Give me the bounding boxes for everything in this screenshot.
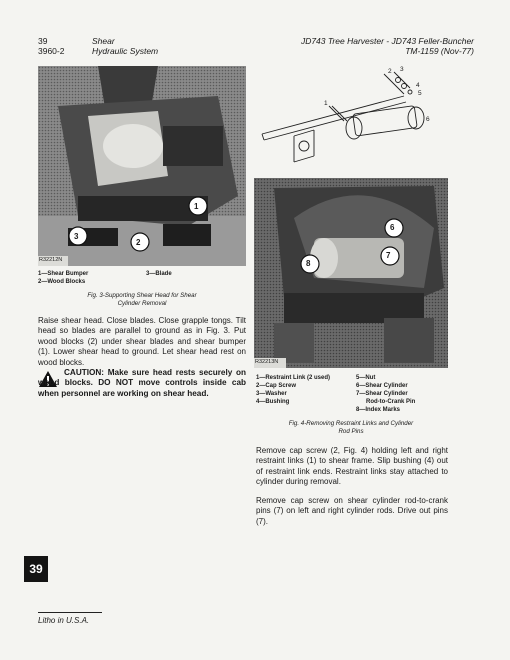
fig4-legend-8: 8—Index Marks [356, 407, 401, 413]
fig4-detail-callout-6: 6 [426, 116, 430, 123]
fig4-callout-6: 6 [390, 223, 395, 232]
fig3-legend-1: 1—Shear Bumper [38, 271, 89, 277]
manual-title: JD743 Tree Harvester - JD743 Feller-Buncher [300, 36, 474, 46]
fig4-legend-7: 7—Shear Cylinder [356, 391, 408, 397]
fig4-legend-5: 5—Nut [356, 375, 376, 381]
fig4-detail-callout-1: 1 [324, 100, 328, 107]
page-number: 39 [38, 36, 48, 46]
fig4-legend-7-cont: Rod-to-Crank Pin [366, 399, 416, 405]
fig4-legend-3: 3—Washer [256, 391, 287, 397]
fig3-photo-code: R32212N [39, 257, 63, 263]
fig4-detail-callout-3: 3 [400, 66, 404, 73]
fig3-callout-1: 1 [194, 202, 199, 211]
figure-4-detail-drawing [254, 66, 450, 178]
paragraph-3: Remove cap screw on shear cylinder rod-to-crank pins (7) on left and right cylinder rods. Drive out pins (7). [256, 496, 448, 526]
fig4-detail-callout-2: 2 [388, 68, 392, 75]
paragraph-2: Remove cap screw (2, Fig. 4) holding left and right restraint links (1) to shear frame. Slip bushing (4) out of restraint link ends. Restraint links stay attached to cylinder during removal. [256, 446, 448, 487]
subtopic: Hydraulic System [92, 46, 159, 56]
figure-3-photo [38, 66, 246, 266]
fig4-legend-2: 2—Cap Screw [256, 383, 297, 389]
side-tab: 39 [24, 556, 48, 582]
fig4-caption-line2: Rod Pins [338, 428, 364, 435]
fig4-callout-8: 8 [306, 259, 311, 268]
fig3-callout-3: 3 [74, 232, 79, 241]
fig3-caption-line1: Fig. 3-Supporting Shear Head for Shear [87, 292, 197, 299]
figure-4-photo [254, 178, 448, 368]
footer-rule [38, 612, 102, 613]
fig3-callout-2: 2 [136, 238, 141, 247]
footer-litho: Litho in U.S.A. [38, 616, 90, 625]
fig4-photo-code: R32213N [255, 359, 279, 365]
caution-text: CAUTION: Make sure head rests securely on wood blocks. DO NOT move controls inside cab when personnel are working on shear head. [38, 368, 246, 398]
fig3-caption-line2: Cylinder Removal [117, 300, 167, 307]
fig4-legend-4: 4—Bushing [256, 399, 290, 405]
fig4-detail-callout-4: 4 [416, 82, 420, 89]
fig4-callout-7: 7 [386, 251, 391, 260]
fig4-detail-callout-5: 5 [418, 90, 422, 97]
fig4-legend-6: 6—Shear Cylinder [356, 383, 408, 389]
fig4-legend-1: 1—Restraint Link (2 used) [256, 375, 331, 381]
manual-code: TM-1159 (Nov-77) [405, 46, 474, 56]
section-code: 3960-2 [38, 46, 65, 56]
fig4-caption-line1: Fig. 4-Removing Restraint Links and Cylinder [288, 420, 414, 427]
paragraph-1: Raise shear head. Close blades. Close grapple tongs. Tilt head so blades are parallel to ground as in Fig. 3. Put wood blocks (2) under shear blades and shear bumper (1). Lower shear head to ground. Let shear head rest on wood blocks. [38, 316, 246, 367]
fig3-legend-2: 2—Wood Blocks [38, 279, 86, 285]
topic: Shear [92, 36, 115, 46]
fig3-legend-3: 3—Blade [146, 271, 172, 277]
